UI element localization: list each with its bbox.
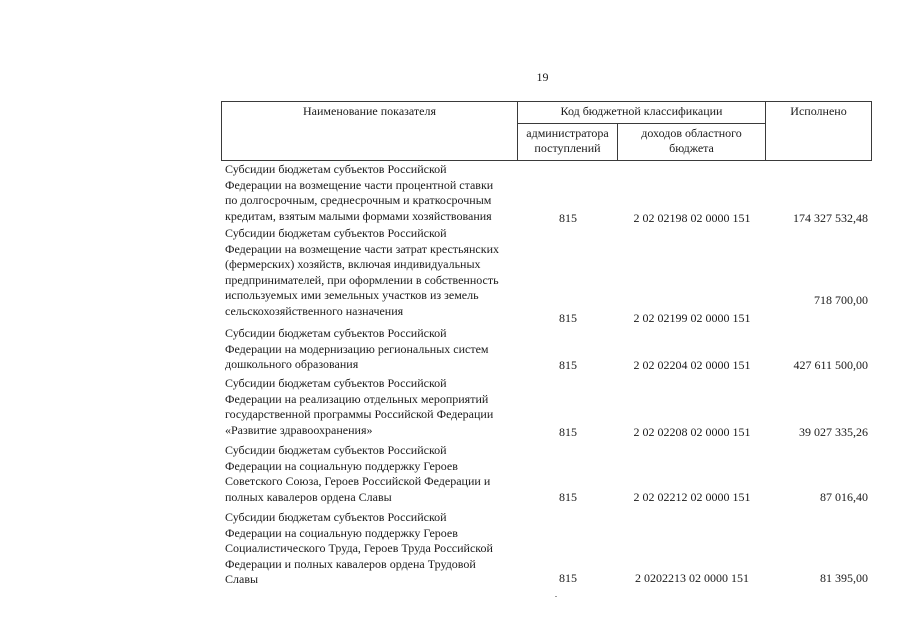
indicator-name-line: Федерации и полных кавалеров ордена Трудовой [225,556,476,571]
indicator-name-line: Федерации на реализацию отдельных мероприятий [225,391,489,406]
income-code: 2 02 02199 02 0000 151 [633,311,751,325]
income-code: 2 02 02198 02 0000 151 [633,211,751,225]
indicator-name-line: Федерации на возмещение части процентной ставки [225,177,494,192]
header-admin-column: администратора поступлений [526,126,609,155]
indicator-name-line: сельскохозяйственного назначения [225,303,404,318]
indicator-name-line: (фермерских) хозяйств, включая индивидуальных [225,257,481,271]
indicator-name-line: Субсидии бюджетам субъектов Российской [225,162,447,176]
indicator-name-line: полных кавалеров ордена Славы [225,489,392,504]
indicator-name-line: Субсидии бюджетам субъектов Российской [225,326,447,340]
indicator-name-line: Субсидии бюджетам субъектов Российской [225,443,447,457]
indicator-name [225,376,525,438]
indicator-name-line: Федерации на возмещение части затрат крестьянских [225,241,500,256]
income-code: 2 02 02212 02 0000 151 [633,490,751,504]
indicator-name [225,162,525,224]
executed-amount: 87 016,40 [820,490,868,504]
indicator-name-line: Субсидии бюджетам субъектов Российской [225,376,447,390]
executed-amount: 174 327 532,48 [793,211,868,225]
executed-amount: 718 700,00 [814,293,868,307]
indicator-name-line: кредитам, взятым малыми формами хозяйствования [225,208,492,223]
indicator-name-line: Федерации на социальную поддержку Героев [225,458,458,473]
admin-code: 815 [559,358,577,372]
header-income-column: доходов областного бюджета [641,126,742,155]
header-right-border [871,101,872,161]
indicator-name-line: по долгосрочным, среднесрочным и краткосрочным [225,193,492,207]
indicator-name-line: государственной программы Российской Федерации [225,407,494,421]
indicator-name-line: Славы [225,572,259,586]
executed-amount: 427 611 500,00 [793,358,868,372]
admin-code: 815 [559,571,577,585]
income-code: 2 02 02208 02 0000 151 [633,425,751,439]
indicator-name [225,510,525,588]
indicator-name [225,443,525,505]
indicator-name-line: Федерации на социальную поддержку Героев [225,525,458,540]
header-budget-code: Код бюджетной классификации [560,104,723,118]
indicator-name-line: Социалистического Труда, Героев Труда Российской [225,541,493,555]
header-executed: Исполнено [790,104,847,118]
header-name-column: Наименование показателя [303,104,436,118]
indicator-name-line: предпринимателей, при оформлении в собственность [225,272,499,287]
indicator-name-line: Субсидии бюджетам субъектов Российской [225,226,447,240]
indicator-name-line: «Развитие здравоохранения» [225,422,373,437]
executed-amount: 39 027 335,26 [799,425,868,439]
income-code: 2 02 02204 02 0000 151 [633,358,751,372]
indicator-name-line: Субсидии бюджетам субъектов Российской [225,510,447,524]
executed-amount: 81 395,00 [820,571,868,585]
indicator-name [225,326,525,373]
income-code: 2 0202213 02 0000 151 [635,571,749,585]
admin-code: 815 [559,490,577,504]
page-number: 19 [536,70,549,84]
admin-code: 815 [559,211,577,225]
header-bottom-border [221,160,872,161]
header-top-border [221,101,872,102]
scan-speck [555,596,557,597]
admin-code: 815 [559,425,577,439]
indicator-name-line: Федерации на модернизацию региональных систем [225,341,489,356]
admin-code: 815 [559,311,577,325]
indicator-name-line: используемых ими земельных участков из земель [225,288,479,302]
header-group-divider [517,123,765,124]
indicator-name [225,226,525,319]
indicator-name-line: дошкольного образования [225,357,359,371]
indicator-name-line: Советского Союза, Героев Российской Федерации и [225,474,491,488]
